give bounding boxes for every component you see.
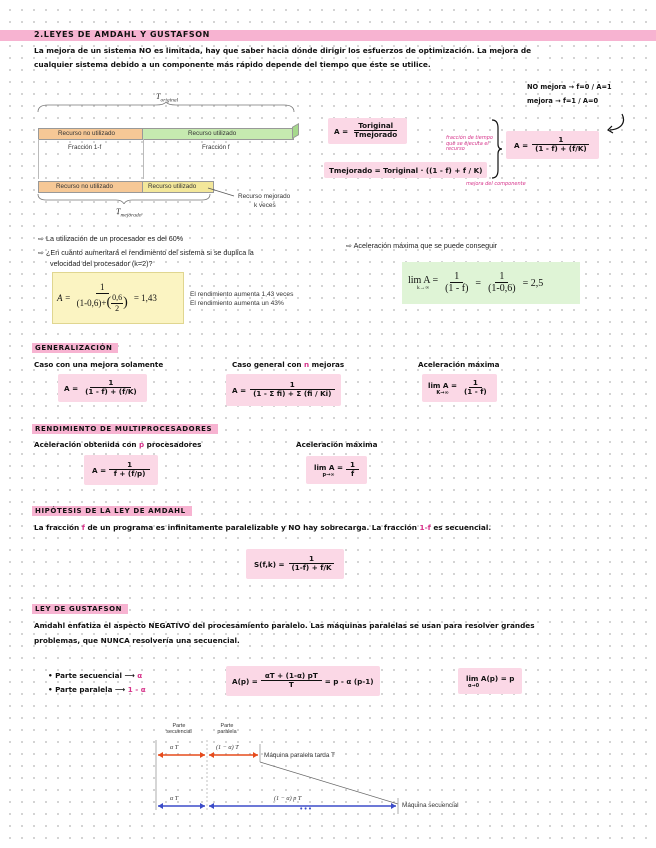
note-mejora-componente: mejora del componente: [466, 181, 526, 187]
result-line-1: El rendimiento aumenta 1,43 veces: [190, 291, 294, 298]
diag-1at-1: (1 − α) T: [216, 744, 239, 751]
example-bullet-1: ⇨ La utilización de un procesador es del 60%: [38, 234, 184, 243]
bar1-unused-label: Recurso no utilizado: [58, 129, 116, 137]
example-bullet-2: ⇨ ¿En cuánto aumentará el rendimiento del sistema si se duplica la: [38, 248, 254, 257]
diag-dots: • • •: [300, 806, 312, 813]
section-title-leyes: 2.LEYES DE AMDAHL Y GUSTAFSON: [34, 30, 210, 39]
diag-at-1: α T: [170, 744, 179, 751]
fraction-right-label: Fracción f: [202, 144, 230, 151]
diag-head-seq: Parte secuencial: [166, 723, 192, 736]
note-no-mejora: NO mejora → f=0 / A=1: [527, 83, 612, 91]
gustafson-lim: lim A(p) = p α→0: [458, 668, 522, 694]
multi-col2-heading: Aceleración máxima: [296, 440, 378, 449]
section-title-gustafson: LEY DE GUSTAFSON: [32, 604, 128, 614]
example-formula-box: A = 1 (1-0,6)+ ( $\frac{0,6}{2}$ ) = 1,43: [52, 272, 184, 324]
example-bullet-2b: velocidad del procesador (k=2)?: [50, 259, 153, 268]
mejorado-label-1: Recurso mejorado: [238, 193, 291, 200]
mejorado-label-2: k veces: [254, 202, 276, 209]
intro-line-2: cualquier sistema debido a un componente más rápido depende del tiempo que éste se utilice.: [34, 60, 431, 69]
formula-tmejorado: Tmejorado = Toriginal · ((1 - f) + f / K): [324, 162, 487, 178]
diag-label-secuencial: Máquina secuencial: [402, 802, 459, 809]
gen-col1-heading: Caso con una mejora solamente: [34, 360, 164, 369]
gen-formula-1: A = $\frac{1}{(1 - f) + (f/K)}$: [58, 374, 147, 402]
multi-formula-1: A = $\frac{1}{f + (f/p)}$: [84, 455, 158, 485]
gustafson-line-2: problemas, que NUNCA resolvería una secuencial.: [34, 636, 240, 645]
section-title-generalizacion: GENERALIZACIÓN: [32, 343, 118, 353]
intro-line-1: La mejora de un sistema NO es limitada, hay que saber hacia dónde dirigir los esfuerzos de optimización. La mejora de: [34, 46, 532, 55]
seq-item: • Parte secuencial ⟶ α: [48, 671, 143, 680]
t-mejorado-brace: [36, 192, 216, 204]
example-bullet-3: ⇨ Aceleración máxima que se puede conseguir: [346, 241, 498, 250]
result-line-2: El rendimiento aumenta un 43%: [190, 300, 284, 307]
amdahl-figure: [36, 92, 306, 227]
gustafson-formula: A(p) = $\frac{\alpha T + (1-\alpha) pT}{T}$ = p - α (p-1): [226, 666, 380, 696]
fraction-left-label: Fracción 1-f: [68, 144, 102, 151]
gen-formula-3: lim A = K→∞ $\frac{1}{(1 - f)}$: [422, 374, 497, 402]
formula-a-ratio: A = $\frac{\text{Toriginal}}{\text{Tmejorado}}$: [328, 118, 407, 144]
diag-1at-2: (1 − α) p T: [274, 795, 302, 802]
diag-head-par: Parte paralela: [217, 723, 237, 736]
curved-arrow-icon: [600, 112, 630, 134]
t-original-label: $T_{original}$: [156, 92, 179, 104]
section-title-hipotesis: HIPÓTESIS DE LA LEY DE AMDAHL: [32, 506, 192, 516]
gustafson-line-1: Amdahl enfatiza el aspecto NEGATIVO del procesamiento paralelo. Las máquinas paralelas se usan para resolver grandes: [34, 621, 535, 630]
diag-at-2: α T: [170, 795, 179, 802]
brace-icon: [490, 118, 504, 180]
lim-formula-box: lim A = k→∞ $\frac{1}{(1 - f)}$ = $\frac{1}{(1-0,6)}$ = 2,5: [402, 262, 580, 304]
section-title-multiprocesadores: RENDIMIENTO DE MULTIPROCESADORES: [32, 424, 218, 434]
gen-formula-2: A = $\frac{1}{\text{(1 - Σ fi) + Σ (fi / Ki)}}$: [226, 374, 341, 406]
t-mejorado-label: $T_{mejorado}$: [116, 207, 142, 219]
diag-label-paralela: Máquina paralela tarda T: [264, 752, 335, 759]
par-item: • Parte paralela ⟶ 1 - α: [48, 685, 146, 694]
gen-col2-heading: Caso general con n mejoras: [232, 360, 345, 369]
t-original-brace: [36, 102, 298, 114]
bar1-3d-edge: [292, 123, 299, 139]
multi-formula-2: lim A = p→∞ $\frac{1}{f}$: [306, 456, 367, 484]
note-mejora: mejora → f=1 / A=0: [527, 97, 599, 105]
formula-a-general: A = $\frac{1}{(1 - f) + (f/K)}$: [506, 131, 599, 159]
bar2-unused-label: Recurso no utilizado: [56, 182, 114, 190]
gustafson-diagram: [150, 720, 510, 820]
hipotesis-formula: S(f,k) = $\frac{1}{(1-f) + f/K}$: [246, 549, 344, 579]
bar2-used-label: Recurso utilizado: [148, 182, 197, 190]
bar1-used-label: Recurso utilizado: [188, 129, 237, 137]
gen-col3-heading: Aceleración máxima: [418, 360, 500, 369]
note-fraction: fracción de tiempo que se ejecuta el recurso: [446, 135, 493, 152]
multi-col1-heading: Aceleración obtenida con p procesadores: [34, 440, 202, 449]
hipotesis-line: La fracción f de un programa es infinitamente paralelizable y NO hay sobrecarga. La fracción 1-f es secuencial.: [34, 523, 492, 532]
